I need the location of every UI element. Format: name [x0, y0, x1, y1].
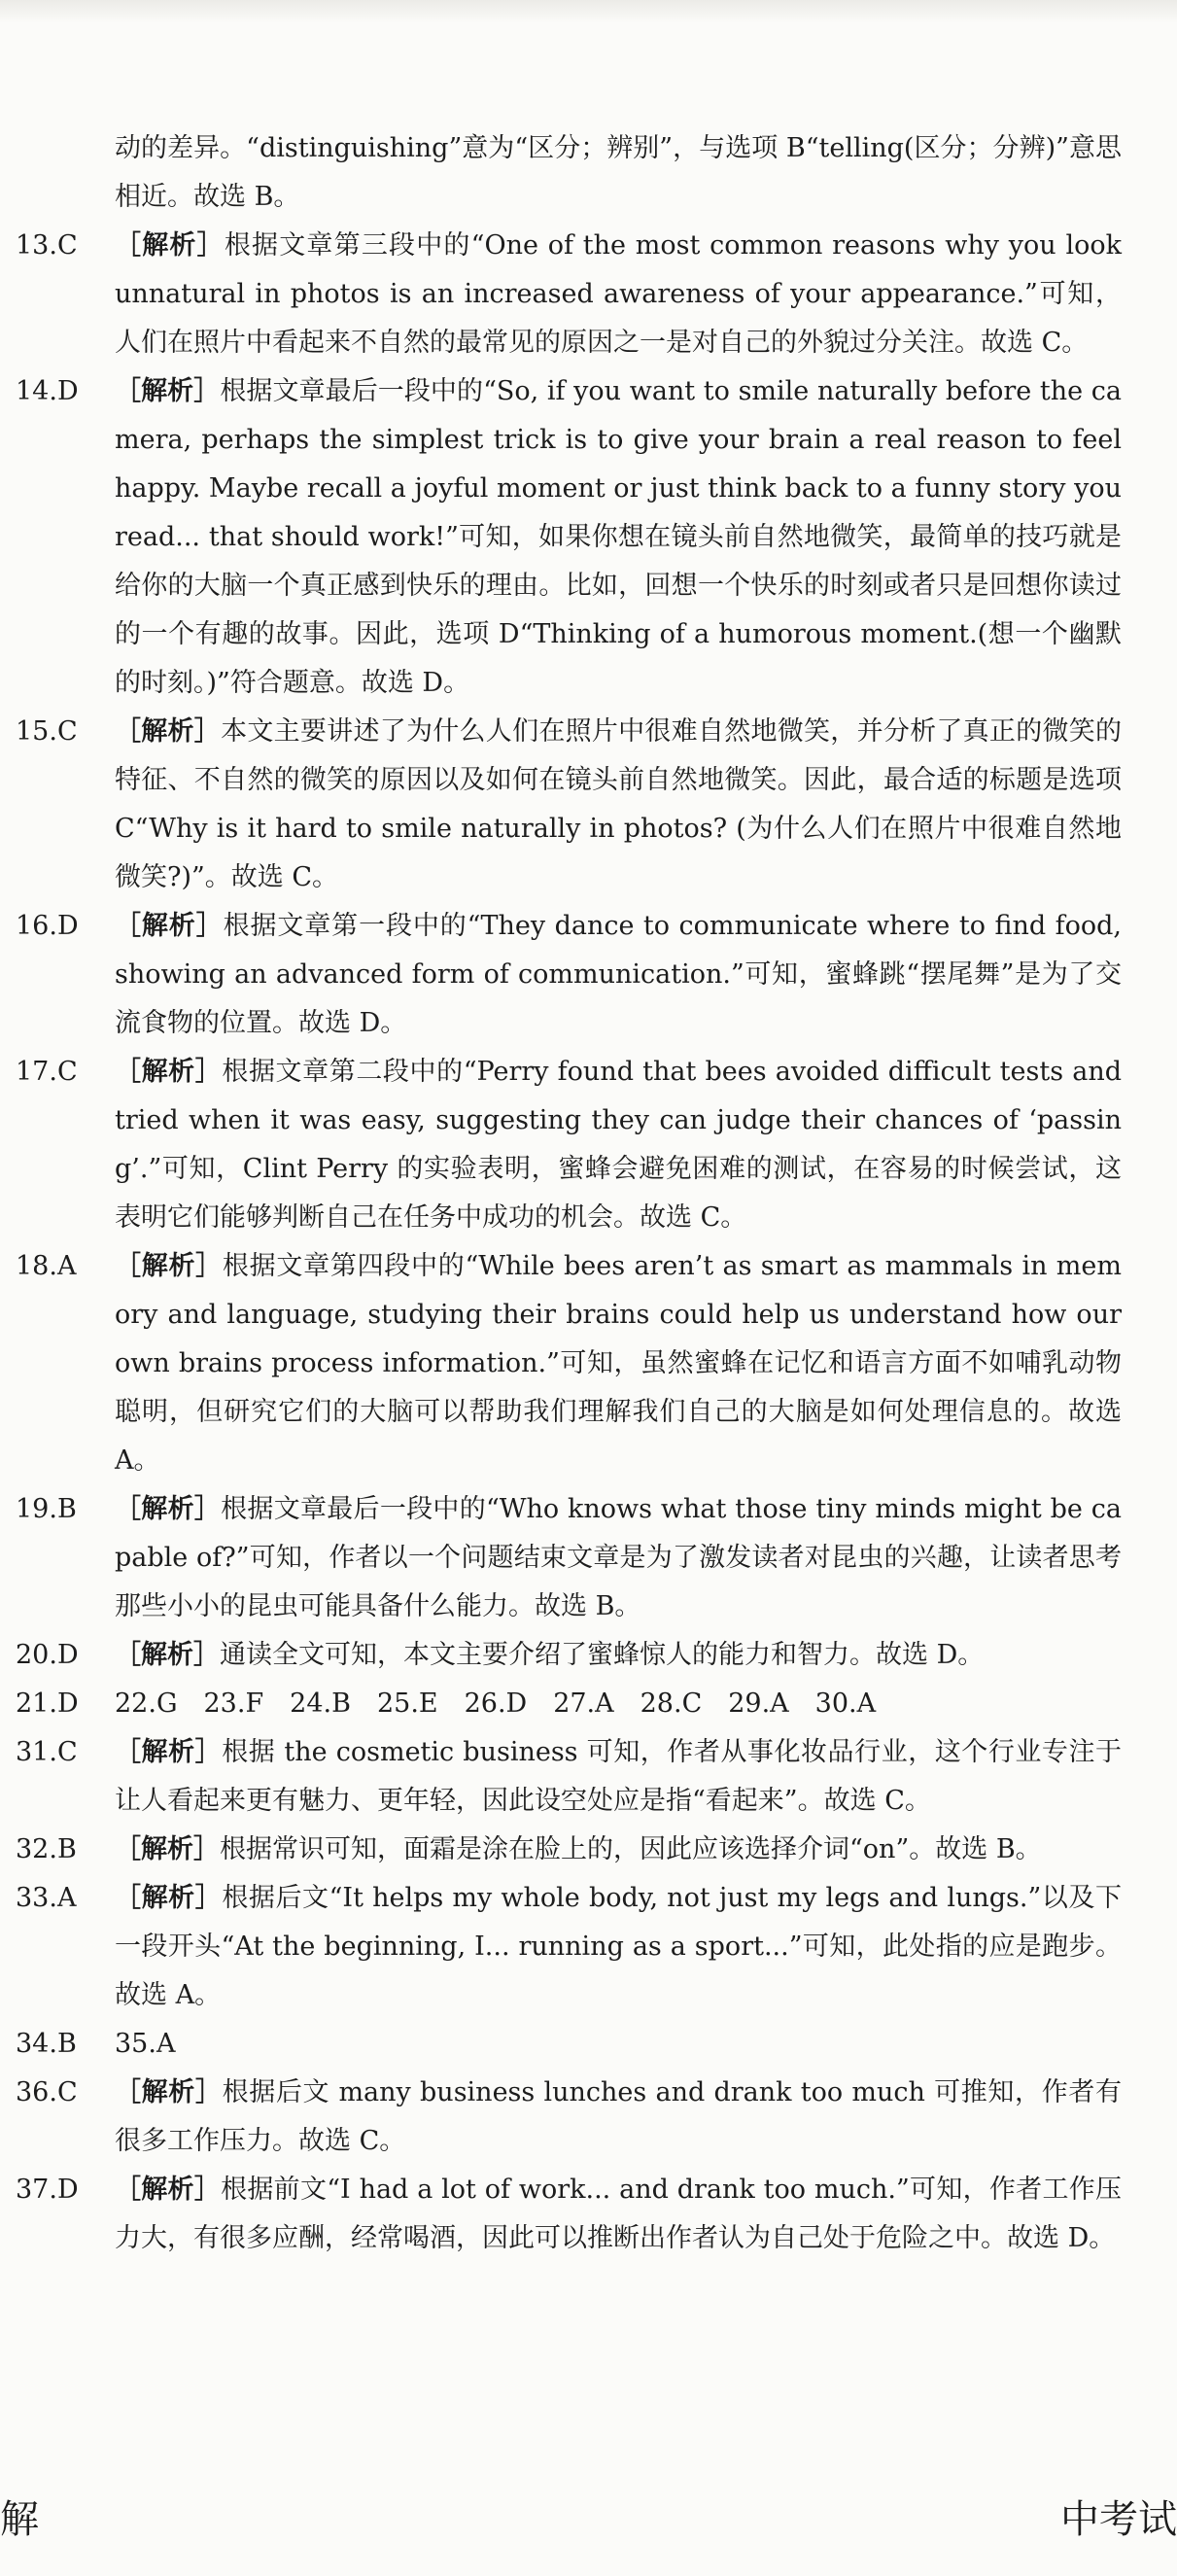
answer-entry-32 — [16, 1826, 1122, 1874]
answer-entry-15 — [16, 708, 1123, 902]
analysis-tag: ［解析］ — [115, 2077, 223, 2107]
entry-text: 根据 the cosmetic business 可知，作者从事化妆品行业，这个行业专注于让人看起来更有魅力、更年轻，因此设空处应是指“看起来”。故选 C。 — [115, 1737, 1123, 1816]
entry-text: 22.G 23.F 24.B 25.E 26.D 27.A 28.C 29.A 30.A — [115, 1688, 877, 1719]
question-number: 14.D — [16, 376, 79, 406]
entry-text: 根据常识可知，面霜是涂在脸上的，因此应该选择介词“on”。故选 B。 — [220, 1834, 1042, 1864]
analysis-tag: ［解析］ — [115, 376, 221, 406]
question-number: 15.C — [16, 716, 78, 747]
analysis-tag: ［解析］ — [115, 716, 222, 747]
question-number: 20.D — [16, 1640, 79, 1670]
question-number: 36.C — [16, 2077, 78, 2107]
analysis-tag: ［解析］ — [115, 1834, 220, 1864]
entry-text: 根据文章最后一段中的“Who knows what those tiny minds might be capable of?”可知，作者以一个问题结束文章是为了激发读者对昆虫的兴趣，让读者思考那些小小的昆虫可能具备什么能力。故选 B。 — [115, 1494, 1122, 1621]
question-number: 19.B — [16, 1494, 77, 1524]
entry-text: 根据文章第三段中的“One of the most common reasons why you look unnatural in photos is an increased awareness of your appearance.”可知，人们在照片中看起来不自然的最常见的原因之一是对自己的外貌过分关注。故选 C。 — [115, 230, 1122, 358]
answer-entry-20 — [16, 1631, 1122, 1680]
answer-entry-16 — [16, 902, 1122, 1048]
answer-entry-14 — [16, 367, 1122, 708]
entry-text: 根据文章第二段中的“Perry found that bees avoided difficult tests and tried when it was easy, suggesting they can judge their chances of ‘passing’.”可知，Clint Perry 的实验表明，蜜蜂会避免困难的测试，在容易的时候尝试，这表明它们能够判断自己在任务中成功的机会。故选 C。 — [115, 1057, 1123, 1233]
analysis-tag: ［解析］ — [115, 1057, 223, 1087]
question-number: 34.B — [16, 2029, 77, 2059]
answer-entry-19 — [16, 1485, 1122, 1631]
footer-right-text: 中考试 — [1060, 2497, 1177, 2542]
question-number: 37.D — [16, 2175, 79, 2205]
analysis-tag: ［解析］ — [115, 230, 225, 261]
question-number: 33.A — [16, 1883, 77, 1913]
entry-text: 根据文章最后一段中的“So, if you want to smile naturally before the camera, perhaps the simplest trick is to give your brain a real reason to feel happy. Maybe recall a joyful moment or just think back to a funny story you read... that should work!”可知，如果你想在镜头前自然地微笑，最简单的技巧就是给你的大脑一个真正感到快乐的理由。比如，回想一个快乐的时刻或者只是回想你读过的一个有趣的故事。因此，选项 D“Thinking of a humorous moment.(想一个幽默的时刻。)”符合题意。故选 D。 — [115, 376, 1122, 698]
question-number: 16.D — [16, 911, 79, 941]
answer-entry-21-30 — [16, 1680, 1122, 1728]
analysis-tag: ［解析］ — [115, 1737, 223, 1767]
question-number: 31.C — [16, 1737, 78, 1767]
answer-entry-31 — [16, 1728, 1123, 1826]
analysis-tag: ［解析］ — [115, 2175, 222, 2205]
entry-text: 动的差异。“distinguishing”意为“区分；辨别”，与选项 B“telling(区分；分辨)”意思相近。故选 B。 — [115, 133, 1122, 212]
analysis-tag: ［解析］ — [115, 1251, 223, 1281]
question-number: 13.C — [16, 230, 78, 261]
answer-entry-36 — [16, 2069, 1122, 2166]
analysis-tag: ［解析］ — [115, 1494, 222, 1524]
analysis-tag: ［解析］ — [115, 1883, 223, 1913]
question-number: 21.D — [16, 1688, 79, 1719]
entry-text: 根据文章第一段中的“They dance to communicate where to find food, showing an advanced form of communication.”可知，蜜蜂跳“摆尾舞”是为了交流食物的位置。故选 D。 — [115, 911, 1122, 1038]
question-number: 17.C — [16, 1057, 78, 1087]
question-number: 18.A — [16, 1251, 77, 1281]
answer-entry-12-continued — [101, 124, 1122, 222]
answer-list — [16, 124, 1123, 2263]
answer-entry-33 — [16, 1874, 1122, 2020]
analysis-tag: ［解析］ — [115, 1640, 220, 1670]
entry-text: 通读全文可知，本文主要介绍了蜜蜂惊人的能力和智力。故选 D。 — [220, 1640, 985, 1670]
footer-left-text: 解 — [0, 2497, 39, 2542]
answer-entry-13 — [16, 222, 1122, 367]
answer-entry-37 — [16, 2166, 1122, 2263]
entry-text: 35.A — [115, 2029, 176, 2059]
entry-text: 根据前文“I had a lot of work... and drank too much.”可知，作者工作压力大，有很多应酬，经常喝酒，因此可以推断出作者认为自己处于危险之中。故选 D。 — [115, 2175, 1122, 2253]
analysis-tag: ［解析］ — [115, 911, 224, 941]
entry-text: 根据后文“It helps my whole body, not just my legs and lungs.”以及下一段开头“At the beginning, I... running as a sport...”可知，此处指的应是跑步。故选 A。 — [115, 1883, 1122, 2010]
answer-entry-17 — [16, 1048, 1123, 1242]
question-number: 32.B — [16, 1834, 77, 1864]
scan-edge-shadow — [0, 0, 1177, 23]
entry-text: 根据文章第四段中的“While bees aren’t as smart as mammals in memory and language, studying their brains could help us understand how our own brains process information.”可知，虽然蜜蜂在记忆和语言方面不如哺乳动物聪明，但研究它们的大脑可以帮助我们理解我们自己的大脑是如何处理信息的。故选 A。 — [115, 1251, 1122, 1476]
entry-text: 本文主要讲述了为什么人们在照片中很难自然地微笑，并分析了真正的微笑的特征、不自然的微笑的原因以及如何在镜头前自然地微笑。因此，最合适的标题是选项 C“Why is it hard to smile naturally in photos? (为什么人们在照片中很难自然地微笑?)”。故选 C。 — [115, 716, 1123, 892]
answer-entry-18 — [16, 1242, 1122, 1485]
entry-text: 根据后文 many business lunches and drank too much 可推知，作者有很多工作压力。故选 C。 — [115, 2077, 1122, 2156]
answer-entry-34-35 — [16, 2020, 1122, 2069]
